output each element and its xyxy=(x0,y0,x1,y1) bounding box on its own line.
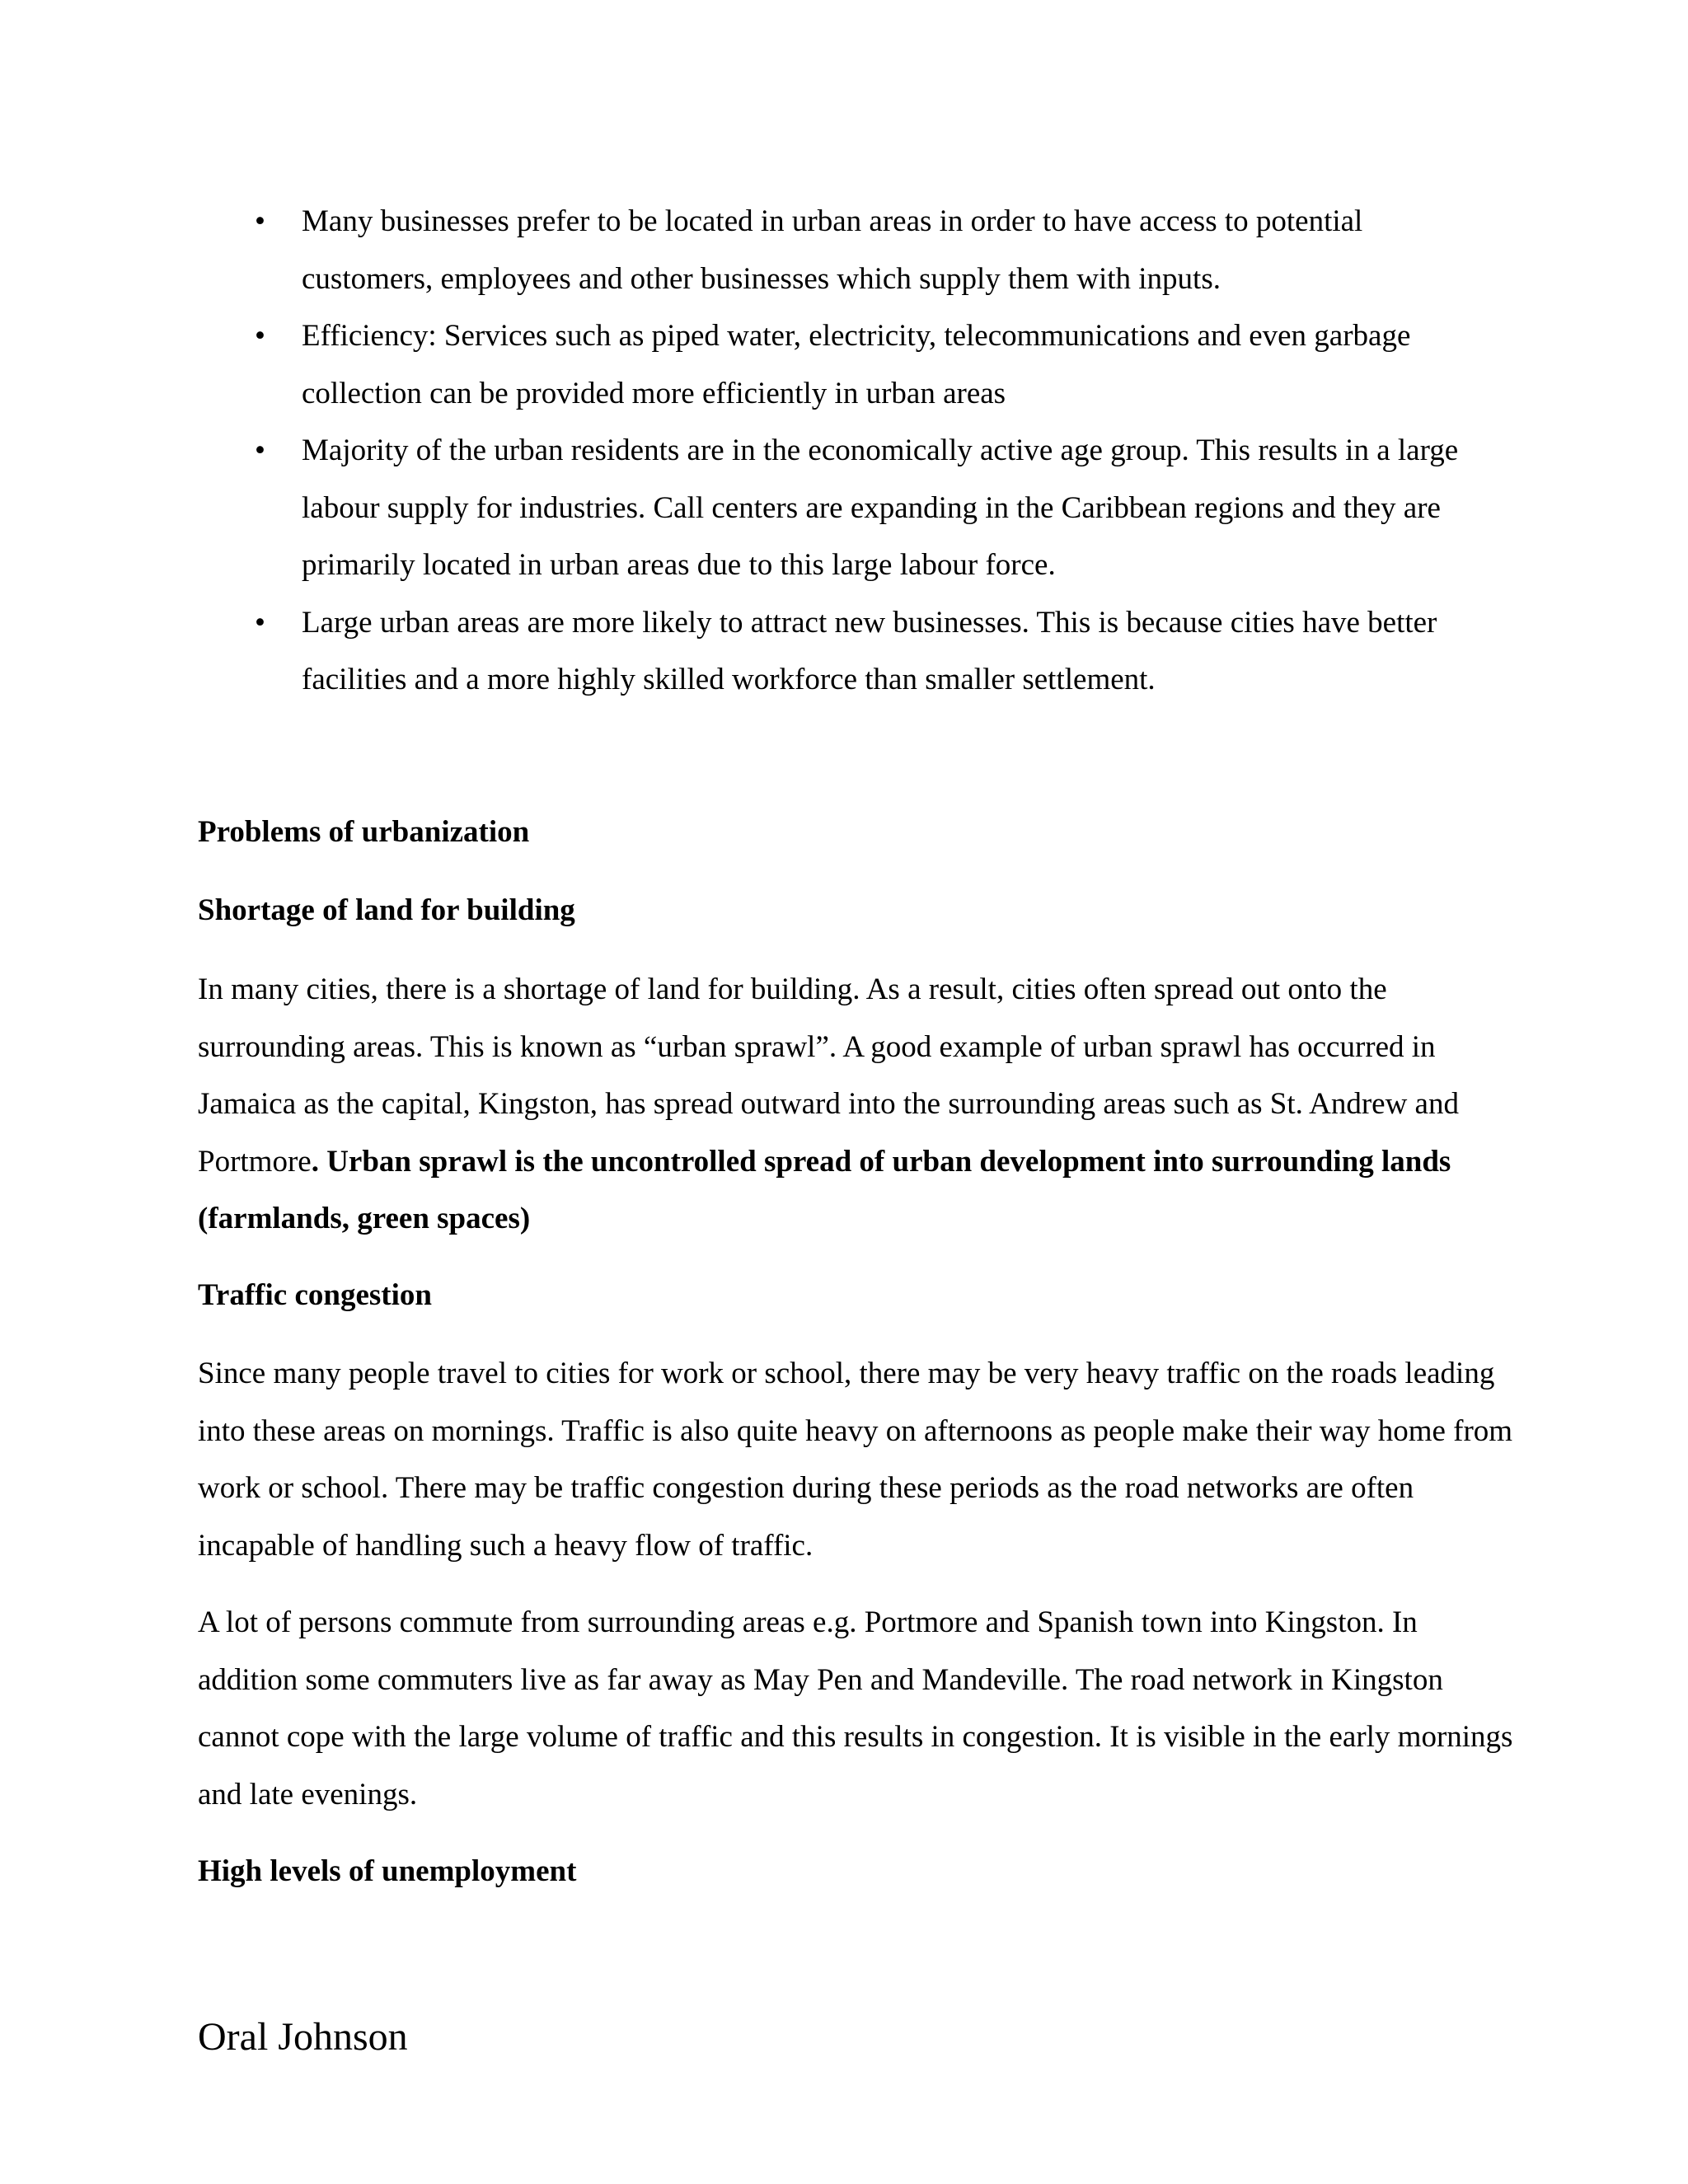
bullet-icon: • xyxy=(255,605,265,640)
list-item xyxy=(198,594,1500,709)
bullet-icon: • xyxy=(255,434,265,467)
shortage-paragraph xyxy=(198,961,1517,1248)
list-item-text: Efficiency: Services such as piped water, electricity, telecommunications and even garbage collection can be provided more efficiently in urban areas xyxy=(302,319,1411,410)
list-item-text: Many businesses prefer to be located in urban areas in order to have access to potential customers, employees and other businesses which supply them with inputs. xyxy=(302,204,1363,296)
list-item-text: Large urban areas are more likely to attract new businesses. This is because cities have better facilities and a more highly skilled workforce than smaller settlement. xyxy=(302,605,1437,696)
shortage-text: In many cities, there is a shortage of land for building. As a result, cities often spread out onto the surrounding areas. This is known as “urban sprawl”. A good example of urban sprawl has occurred in Jamaica as the capital, Kingston, has spread outward into the surrounding areas such as St. Andrew and Portmore xyxy=(198,972,1459,1179)
benefits-bullet-list xyxy=(198,193,1500,709)
list-item xyxy=(198,193,1500,307)
unemployment-heading: High levels of unemployment xyxy=(198,1854,577,1888)
bullet-icon: • xyxy=(255,204,265,238)
bullet-icon: • xyxy=(255,319,265,353)
list-item xyxy=(198,422,1500,594)
urban-sprawl-definition: . Urban sprawl is the uncontrolled spread of urban development into surrounding lands (farmlands, green spaces) xyxy=(198,1144,1451,1235)
traffic-paragraph-1: Since many people travel to cities for work or school, there may be very heavy traffic on the roads leading into these areas on mornings. Traffic is also quite heavy on afternoons as people make their way home from work or school. There may be traffic congestion during these periods as the road networks are often incapable of handling such a heavy flow of traffic. xyxy=(198,1357,1513,1563)
footer-author: Oral Johnson xyxy=(198,2015,408,2059)
list-item xyxy=(198,307,1500,422)
traffic-heading: Traffic congestion xyxy=(198,1278,432,1312)
list-item-text: Majority of the urban residents are in the economically active age group. This results in a large labour supply for industries. Call centers are expanding in the Caribbean regions and they are primarily located in urban areas due to this large labour force. xyxy=(302,434,1459,582)
shortage-heading: Shortage of land for building xyxy=(198,893,575,927)
traffic-paragraph-2: A lot of persons commute from surrounding areas e.g. Portmore and Spanish town into Kingston. In addition some commuters live as far away as May Pen and Mandeville. The road network in Kingston cannot cope with the large volume of traffic and this results in congestion. It is visible in the early mornings and late evenings. xyxy=(198,1605,1513,1811)
section-title: Problems of urbanization xyxy=(198,815,530,849)
